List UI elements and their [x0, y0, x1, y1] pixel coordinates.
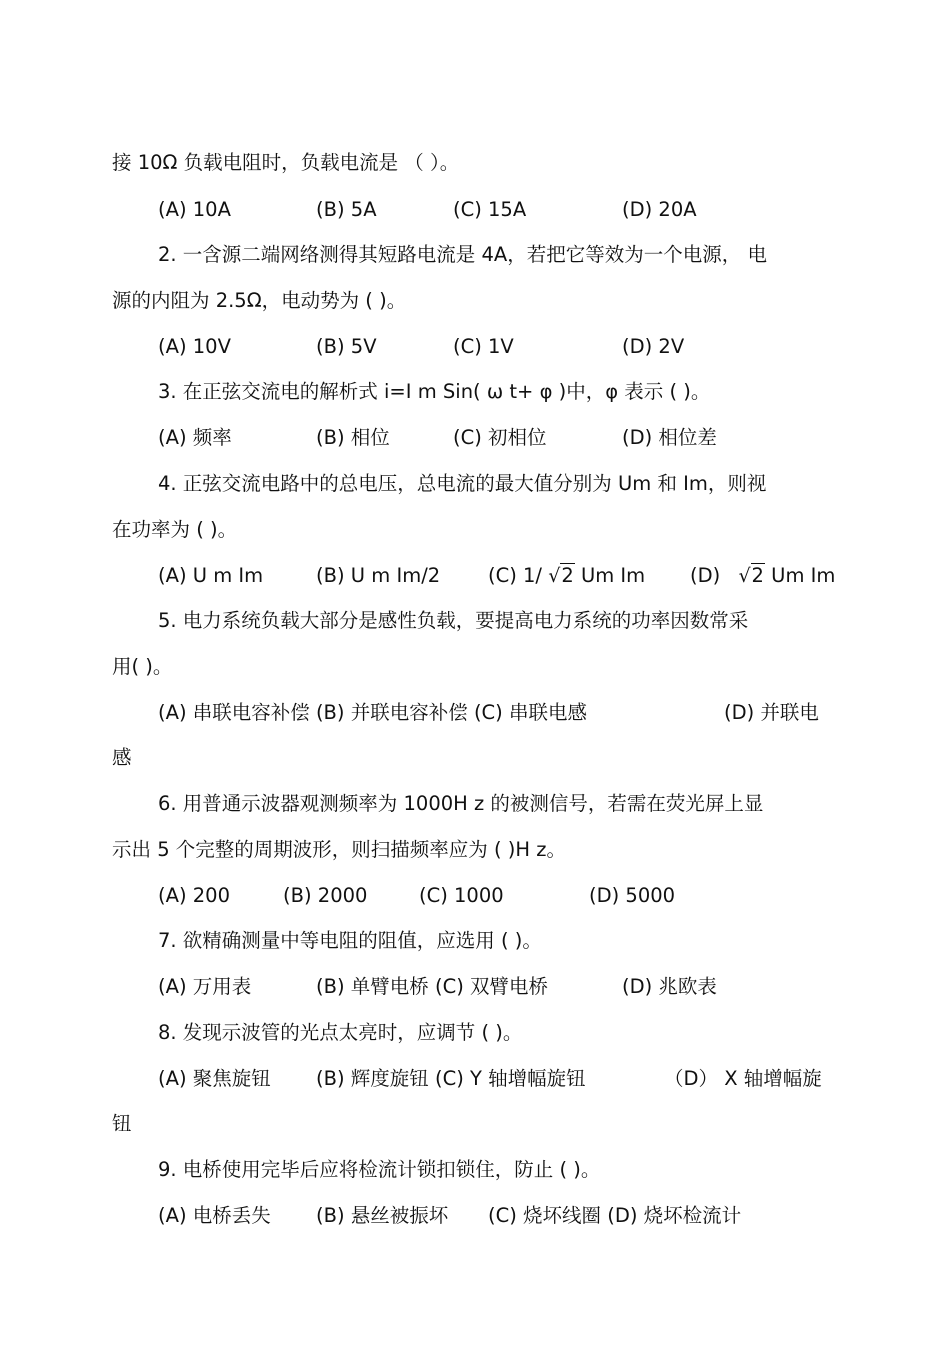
q9-options-cd: (C) 烧坏线圈 (D) 烧坏检流计 — [488, 1204, 742, 1227]
q7-text: 7. 欲精确测量中等电阻的阻值，应选用 ( )。 — [158, 929, 542, 952]
q5-option-d: (D) 并联电 — [724, 701, 819, 724]
q1-text: 接 10Ω 负载电阻时，负载电流是 （ ）。 — [112, 151, 460, 174]
q4-option-b: (B) U m Im/2 — [316, 564, 441, 587]
q2-text-line1: 2. 一含源二端网络测得其短路电流是 4A，若把它等效为一个电源， 电 — [158, 243, 767, 266]
q3-text: 3. 在正弦交流电的解析式 i=I m Sin( ω t+ φ )中，φ 表示 ( )。 — [158, 380, 711, 403]
q4-option-d-suffix: Um Im — [771, 564, 836, 587]
sqrt-symbol: √2 — [738, 564, 764, 587]
q7-option-d: (D) 兆欧表 — [622, 975, 717, 998]
q3-option-d: (D) 相位差 — [622, 426, 717, 449]
q6-text-line2: 示出 5 个完整的周期波形，则扫描频率应为 ( )H z。 — [112, 838, 567, 861]
q2-text-line2: 源的内阻为 2.5Ω，电动势为 ( )。 — [112, 289, 407, 312]
q6-option-d: (D) 5000 — [589, 884, 676, 907]
q6-option-b: (B) 2000 — [283, 884, 368, 907]
sqrt-radicand: 2 — [751, 564, 764, 587]
q6-text-line1: 6. 用普通示波器观测频率为 1000H z 的被测信号，若需在荧光屏上显 — [158, 792, 764, 815]
sqrt-radicand: 2 — [561, 564, 574, 587]
q2-option-a: (A) 10V — [158, 335, 231, 358]
q1-option-c: (C) 15A — [453, 198, 527, 221]
q2-option-b: (B) 5V — [316, 335, 377, 358]
q3-option-a: (A) 频率 — [158, 426, 232, 449]
q8-option-d-cont: 钮 — [112, 1112, 132, 1135]
q6-option-a: (A) 200 — [158, 884, 230, 907]
q2-option-d: (D) 2V — [622, 335, 685, 358]
q4-option-c — [488, 562, 645, 590]
q4-option-c-prefix: (C) 1/ — [488, 564, 543, 587]
q5-option-d-cont: 感 — [112, 746, 132, 769]
q3-option-b: (B) 相位 — [316, 426, 390, 449]
q8-options-bc: (B) 辉度旋钮 (C) Y 轴增幅旋钮 — [316, 1067, 586, 1090]
q7-option-a: (A) 万用表 — [158, 975, 252, 998]
q4-option-d — [690, 562, 835, 590]
q5-text-line1: 5. 电力系统负载大部分是感性负载，要提高电力系统的功率因数常采 — [158, 609, 749, 632]
q3-option-c: (C) 初相位 — [453, 426, 547, 449]
q1-option-b: (B) 5A — [316, 198, 377, 221]
q5-options-abc: (A) 串联电容补偿 (B) 并联电容补偿 (C) 串联电感 — [158, 701, 587, 724]
q8-option-a: (A) 聚焦旋钮 — [158, 1067, 271, 1090]
q4-option-c-suffix: Um Im — [580, 564, 646, 587]
q1-option-d: (D) 20A — [622, 198, 697, 221]
q7-options-bc: (B) 单臂电桥 (C) 双臂电桥 — [316, 975, 549, 998]
q4-text-line2: 在功率为 ( )。 — [112, 518, 238, 541]
q9-option-b: (B) 悬丝被振坏 — [316, 1204, 449, 1227]
q4-option-a: (A) U m Im — [158, 564, 264, 587]
q9-text: 9. 电桥使用完毕后应将检流计锁扣锁住，防止 ( )。 — [158, 1158, 601, 1181]
q1-option-a: (A) 10A — [158, 198, 231, 221]
q8-text: 8. 发现示波管的光点太亮时，应调节 ( )。 — [158, 1021, 523, 1044]
q2-option-c: (C) 1V — [453, 335, 514, 358]
q6-option-c: (C) 1000 — [419, 884, 504, 907]
q5-text-line2: 用( )。 — [112, 655, 173, 678]
q8-option-d: （D） X 轴增幅旋 — [664, 1067, 822, 1090]
q9-option-a: (A) 电桥丢失 — [158, 1204, 271, 1227]
q4-text-line1: 4. 正弦交流电路中的总电压，总电流的最大值分别为 Um 和 Im，则视 — [158, 472, 767, 495]
q4-option-d-prefix: (D) — [690, 564, 721, 587]
sqrt-symbol: √2 — [548, 564, 574, 587]
